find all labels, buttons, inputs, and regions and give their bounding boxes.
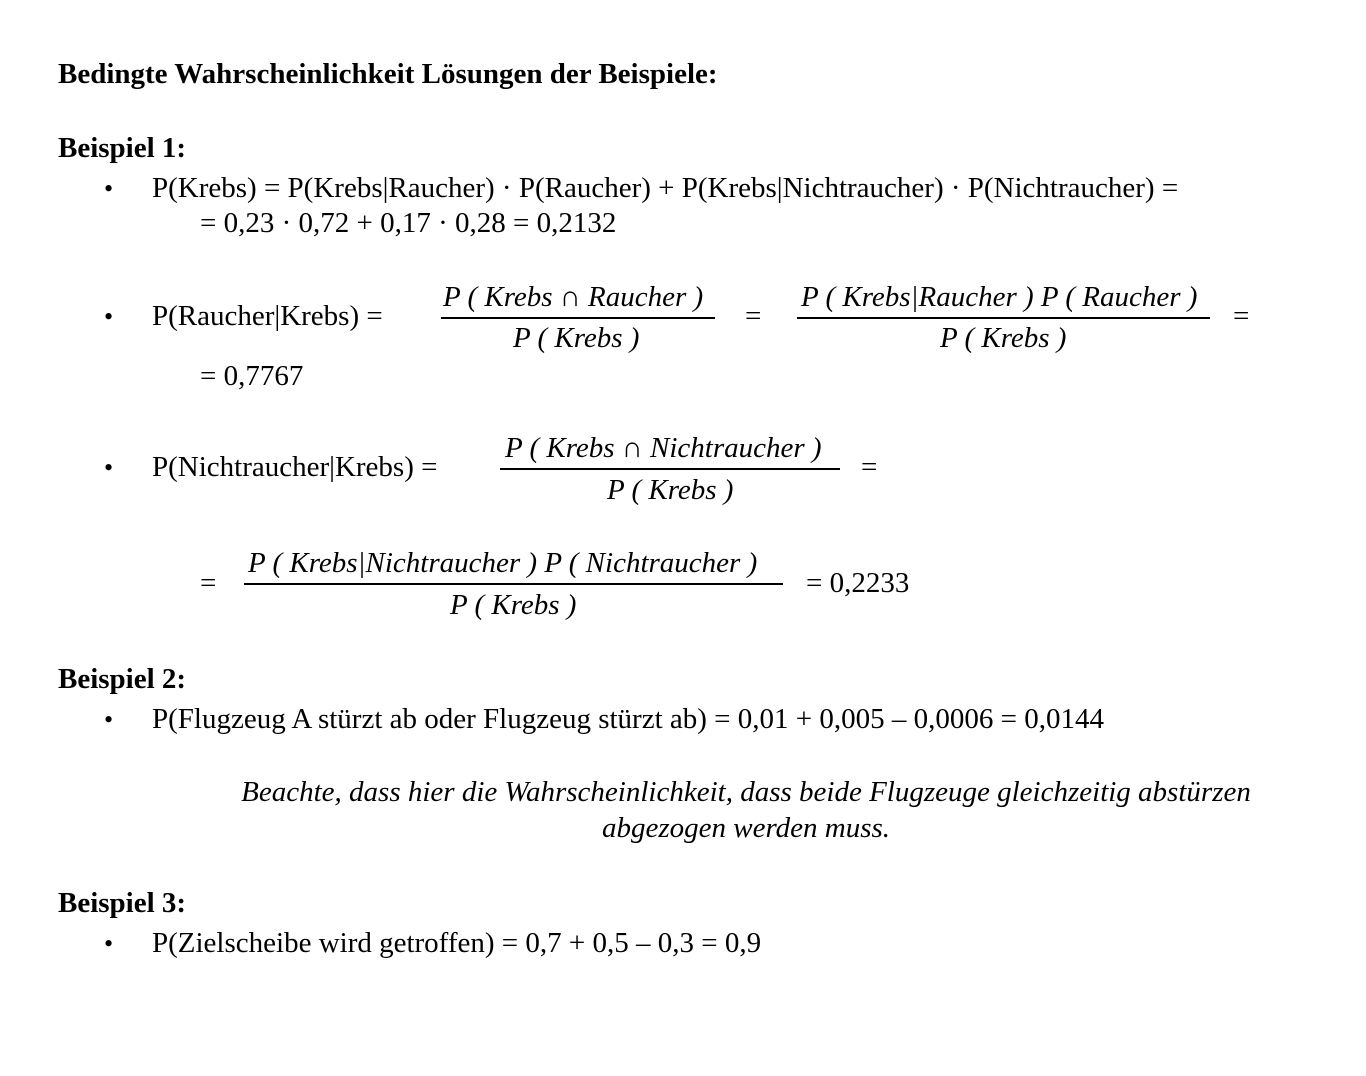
document-title: Bedingte Wahrscheinlichkeit Lösungen der Beispiele: <box>58 58 718 90</box>
example1-item2-frac1-numerator: P ( Krebs ∩ Raucher ) <box>443 281 704 313</box>
bullet-marker: • <box>104 174 114 203</box>
example1-item2-frac1-denominator: P ( Krebs ) <box>513 322 640 354</box>
example1-item3-frac2-denominator: P ( Krebs ) <box>450 589 577 621</box>
example3-item1: P(Zielscheibe wird getroffen) = 0,7 + 0,5 – 0,3 = 0,9 <box>152 927 762 959</box>
bullet-marker: • <box>104 302 114 331</box>
example1-item3-frac1-denominator: P ( Krebs ) <box>607 474 734 506</box>
fraction-bar <box>441 317 715 319</box>
bullet-marker: • <box>104 453 114 482</box>
example1-item3-frac1-numerator: P ( Krebs ∩ Nichtraucher ) <box>505 432 822 464</box>
fraction-bar <box>244 583 783 585</box>
example1-item2-result: = 0,7767 <box>200 360 304 392</box>
example1-heading: Beispiel 1: <box>58 132 187 164</box>
example1-item1-line1: P(Krebs) = P(Krebs|Raucher) · P(Raucher) + P(Krebs|Nichtraucher) · P(Nichtraucher) = <box>152 172 1179 204</box>
example2-heading: Beispiel 2: <box>58 663 187 695</box>
bullet-marker: • <box>104 705 114 734</box>
equals-sign: = <box>1233 300 1250 332</box>
example1-item2-frac2-denominator: P ( Krebs ) <box>940 322 1067 354</box>
fraction-bar <box>797 317 1210 319</box>
example2-note: Beachte, dass hier die Wahrscheinlichkeit, dass beide Flugzeuge gleichzeitig abstürzen abgezogen werden muss. <box>241 776 1251 844</box>
example1-item3-result: = 0,2233 <box>806 567 910 599</box>
example1-item1-line2: = 0,23 · 0,72 + 0,17 · 0,28 = 0,2132 <box>200 207 617 239</box>
equals-sign: = <box>861 451 878 483</box>
equals-sign: = <box>200 567 217 599</box>
equals-sign: = <box>745 300 762 332</box>
bullet-marker: • <box>104 929 114 958</box>
example1-item2-frac2-numerator: P ( Krebs|Raucher ) P ( Raucher ) <box>801 281 1198 313</box>
example1-item3-lhs: P(Nichtraucher|Krebs) = <box>152 451 438 483</box>
example2-item1: P(Flugzeug A stürzt ab oder Flugzeug stürzt ab) = 0,01 + 0,005 – 0,0006 = 0,0144 <box>152 703 1104 735</box>
example3-heading: Beispiel 3: <box>58 887 187 919</box>
fraction-bar <box>500 468 840 470</box>
example1-item3-frac2-numerator: P ( Krebs|Nichtraucher ) P ( Nichtraucher ) <box>248 547 758 579</box>
example1-item2-lhs: P(Raucher|Krebs) = <box>152 300 383 332</box>
